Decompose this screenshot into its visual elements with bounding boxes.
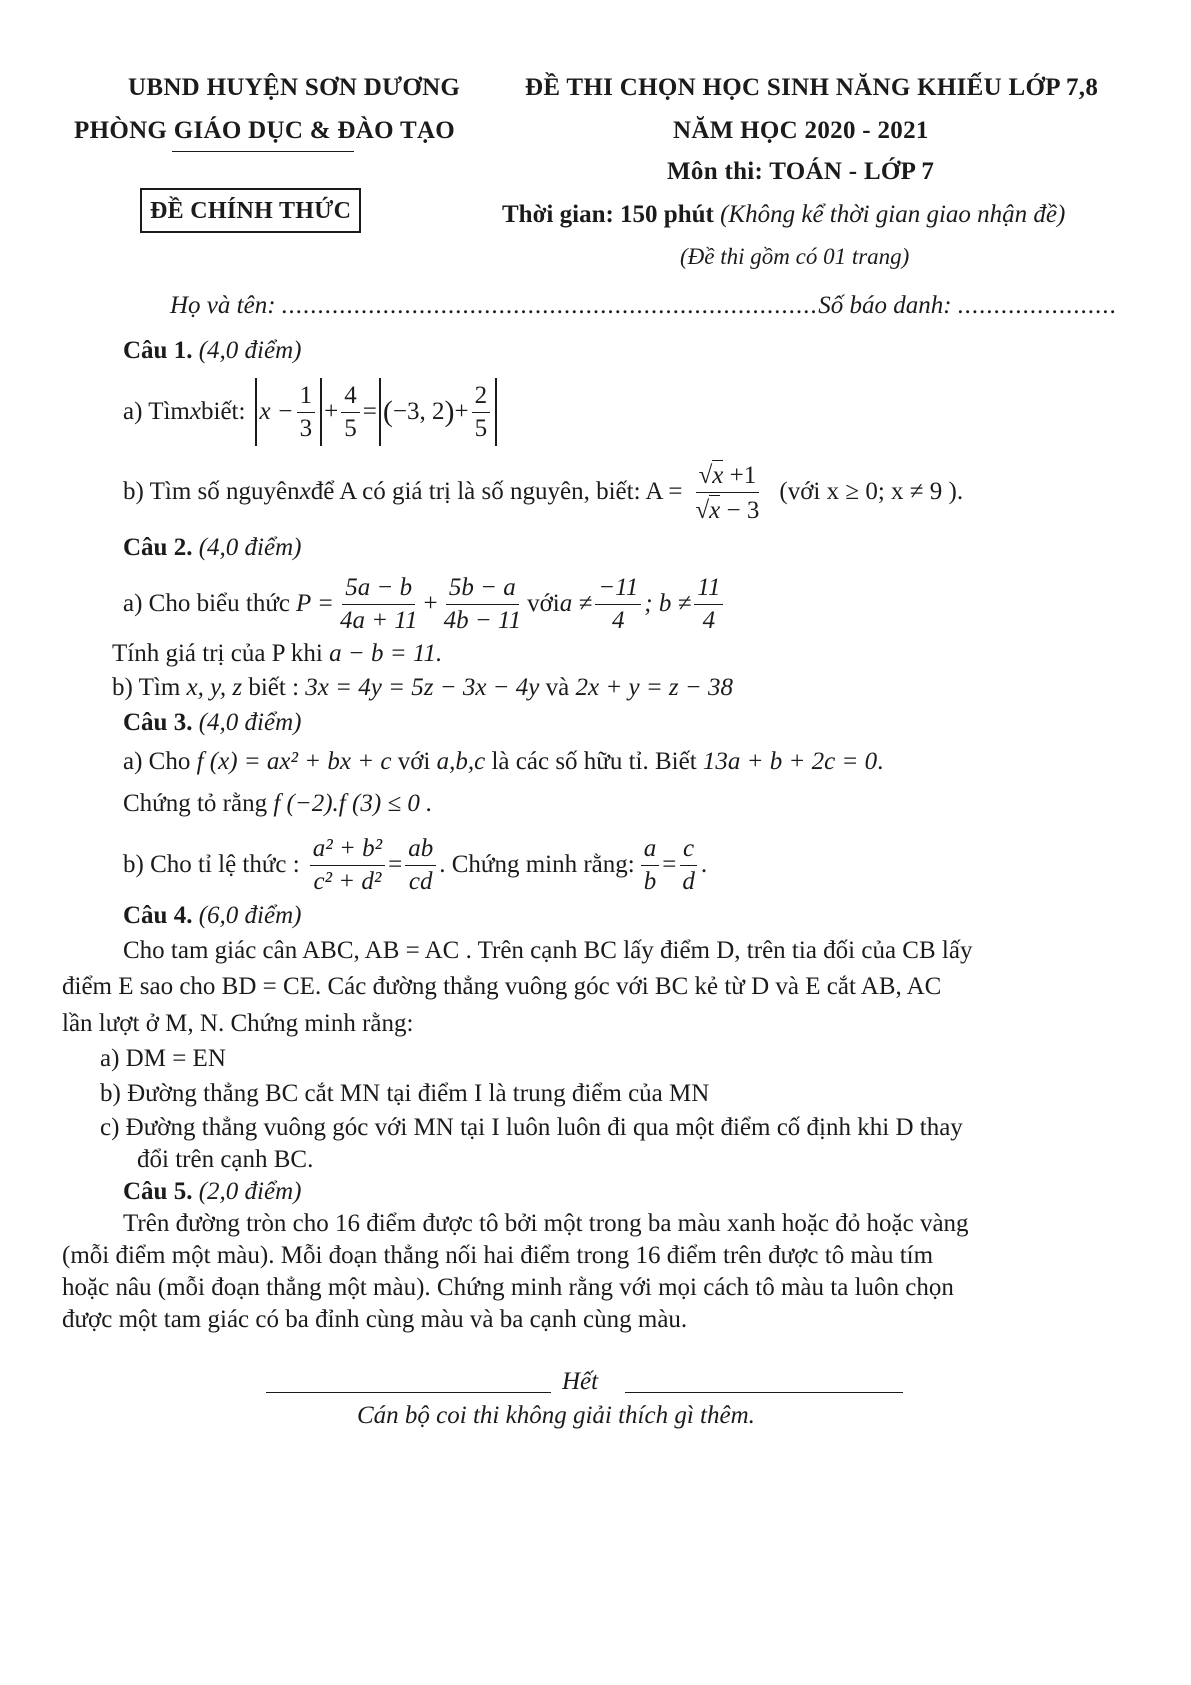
end-mark: Hết [562, 1368, 599, 1395]
school-year: NĂM HỌC 2020 - 2021 [673, 117, 929, 144]
end-rule-left [266, 1392, 551, 1393]
q4-b: b) Đường thẳng BC cắt MN tại điểm I là trung điểm của MN [100, 1080, 710, 1107]
q4-c-line2: đổi trên cạnh BC. [137, 1146, 314, 1173]
q3-a-show [123, 790, 432, 818]
exam-subject: Môn thi: TOÁN - LỚP 7 [667, 158, 935, 185]
header-department: PHÒNG GIÁO DỤC & ĐÀO TẠO [74, 117, 456, 144]
abs-bar [495, 378, 497, 446]
q3-title: Câu 3. [123, 709, 193, 736]
time-note: (Không kể thời gian giao nhận đề) [720, 201, 1066, 228]
q4-heading [123, 902, 301, 930]
q3-a-text3: là các số hữu tỉ. Biết [485, 748, 703, 775]
q1-b [123, 456, 963, 528]
q2-a: a) Cho biểu thức P = $\frac{5a - b}{4a + 11}$ + $\frac{5b - a}{4b - 11}$ với a ≠ $\frac{-11}{4}$ ; b ≠ $\frac{11}{4}$ [123, 568, 726, 640]
q1-title: Câu 1. [123, 337, 193, 364]
official-badge: ĐỀ CHÍNH THỨC [140, 188, 361, 233]
q1-heading [123, 337, 301, 365]
q4-line1: Cho tam giác cân ABC, AB = AC . Trên cạnh BC lấy điểm D, trên tia đối của CB lấy [123, 937, 973, 964]
q2-b [112, 674, 733, 702]
q2-points: (4,0 điểm) [198, 534, 302, 561]
q4-points: (6,0 điểm) [198, 902, 302, 929]
q2-b-and: và [539, 674, 576, 701]
q5-heading [123, 1178, 301, 1206]
q2-b-mid: biết : [242, 674, 306, 701]
q2-b-vars: x, y, z [186, 674, 243, 701]
q4-line2: điểm E sao cho BD = CE. Các đường thẳng vuông góc với BC kẻ từ D và E cắt AB, AC [62, 973, 942, 1000]
q5-line3: hoặc nâu (mỗi đoạn thẳng một màu). Chứng minh rằng với mọi cách tô màu ta luôn chọn [62, 1274, 954, 1301]
q3-points: (4,0 điểm) [198, 709, 302, 736]
q2-title: Câu 2. [123, 534, 193, 561]
candidate-line [170, 292, 1117, 320]
q1-points: (4,0 điểm) [198, 337, 302, 364]
q2-calc-text: Tính giá trị của P khi [112, 640, 330, 667]
q3-heading [123, 709, 301, 737]
q4-a: a) DM = EN [100, 1045, 226, 1072]
exam-title: ĐỀ THI CHỌN HỌC SINH NĂNG KHIẾU LỚP 7,8 [525, 74, 1099, 101]
q1-b-text1: b) Tìm số nguyên [123, 478, 300, 505]
q2-b-text: b) Tìm [112, 674, 187, 701]
q4-line3: lần lượt ở M, N. Chứng minh rằng: [62, 1010, 414, 1037]
q2-a-with: với [527, 590, 560, 617]
sbd-label: Số báo danh: [818, 292, 958, 319]
q3-a-text1: a) Cho [123, 748, 197, 775]
footer-note: Cán bộ coi thi không giải thích gì thêm. [357, 1402, 755, 1429]
name-dots: .......................................................................... [281, 292, 819, 319]
q1-a-prefix: a) Tìm [123, 398, 190, 425]
q5-line1: Trên đường tròn cho 16 điểm được tô bởi một trong ba màu xanh hoặc đỏ hoặc vàng [123, 1210, 969, 1237]
abs-bar [320, 378, 322, 446]
pages-note: (Đề thi gồm có 01 trang) [680, 244, 910, 269]
q3-a: a) Cho f (x) = ax² + bx + c với a,b,c là các số hữu tỉ. Biết 13a + b + 2c = 0. [123, 748, 884, 775]
q1-a-x: x [189, 398, 201, 425]
q3-a-inequality: f (−2).f (3) ≤ 0 . [273, 790, 433, 817]
q1-b-fraction: $\frac{√x +1}{√x - 3}$ [695, 462, 760, 524]
q3-a-condition: 13a + b + 2c = 0 [702, 748, 878, 775]
q2-calc-cond: a − b = 11. [329, 640, 443, 667]
header-underline [172, 151, 354, 152]
exam-time [502, 201, 1065, 229]
q5-title: Câu 5. [123, 1178, 193, 1205]
q3-a-abc: a,b,c [436, 748, 486, 775]
q2-heading [123, 534, 301, 562]
abs-bar [255, 378, 257, 446]
q5-line4: được một tam giác có ba đỉnh cùng màu và ba cạnh cùng màu. [62, 1306, 688, 1333]
sbd-dots: ...................... [957, 292, 1118, 319]
q1-b-condition: (với x ≥ 0; x ≠ 9 ). [779, 478, 964, 505]
q1-b-x: x [299, 478, 311, 505]
q3-b-text: b) Cho tỉ lệ thức : [123, 851, 300, 878]
header-authority: UBND HUYỆN SƠN DƯƠNG [128, 74, 461, 101]
q1-b-text2: để A có giá trị là số nguyên, biết: A = [310, 478, 683, 505]
q1-a [123, 372, 499, 452]
q3-a-show-text: Chứng tỏ rằng [123, 790, 274, 817]
q3-a-text2: với [391, 748, 437, 775]
q1-a-mid: biết: [201, 398, 246, 425]
q2-b-eq1: 3x = 4y = 5z − 3x − 4y [305, 674, 540, 701]
abs-bar [379, 378, 381, 446]
q2-a-calc [112, 640, 442, 668]
end-rule-right [625, 1392, 903, 1393]
q1-a-equation: x − $\frac{1}{3}$ + $\frac{4}{5}$ = ( −3, 2 ) + $\frac{2}{5}$ [253, 378, 499, 446]
name-label: Họ và tên: [170, 292, 282, 319]
q2-b-eq2: 2x + y = z − 38 [575, 674, 734, 701]
time-label: Thời gian: 150 phút [502, 201, 714, 228]
q3-b: b) Cho tỉ lệ thức : $\frac{\text{a² + b²}}{\text{c² + d²}}$ = $\frac{ab}{cd}$ . Chứng minh rằng: $\frac{a}{b}$ = $\frac{c}{d}$ . [123, 835, 708, 895]
q2-a-prefix: a) Cho biểu thức [123, 590, 290, 617]
q5-points: (2,0 điểm) [198, 1178, 302, 1205]
q4-title: Câu 4. [123, 902, 193, 929]
q3-b-prove: . Chứng minh rằng: [439, 851, 635, 878]
q5-line2: (mỗi điểm một màu). Mỗi đoạn thẳng nối hai điểm trong 16 điểm trên được tô màu tím [62, 1242, 934, 1269]
q4-c-line1: c) Đường thẳng vuông góc với MN tại I luôn luôn đi qua một điểm cố định khi D thay [100, 1114, 963, 1141]
q3-a-function: f (x) = ax² + bx + c [196, 748, 392, 775]
